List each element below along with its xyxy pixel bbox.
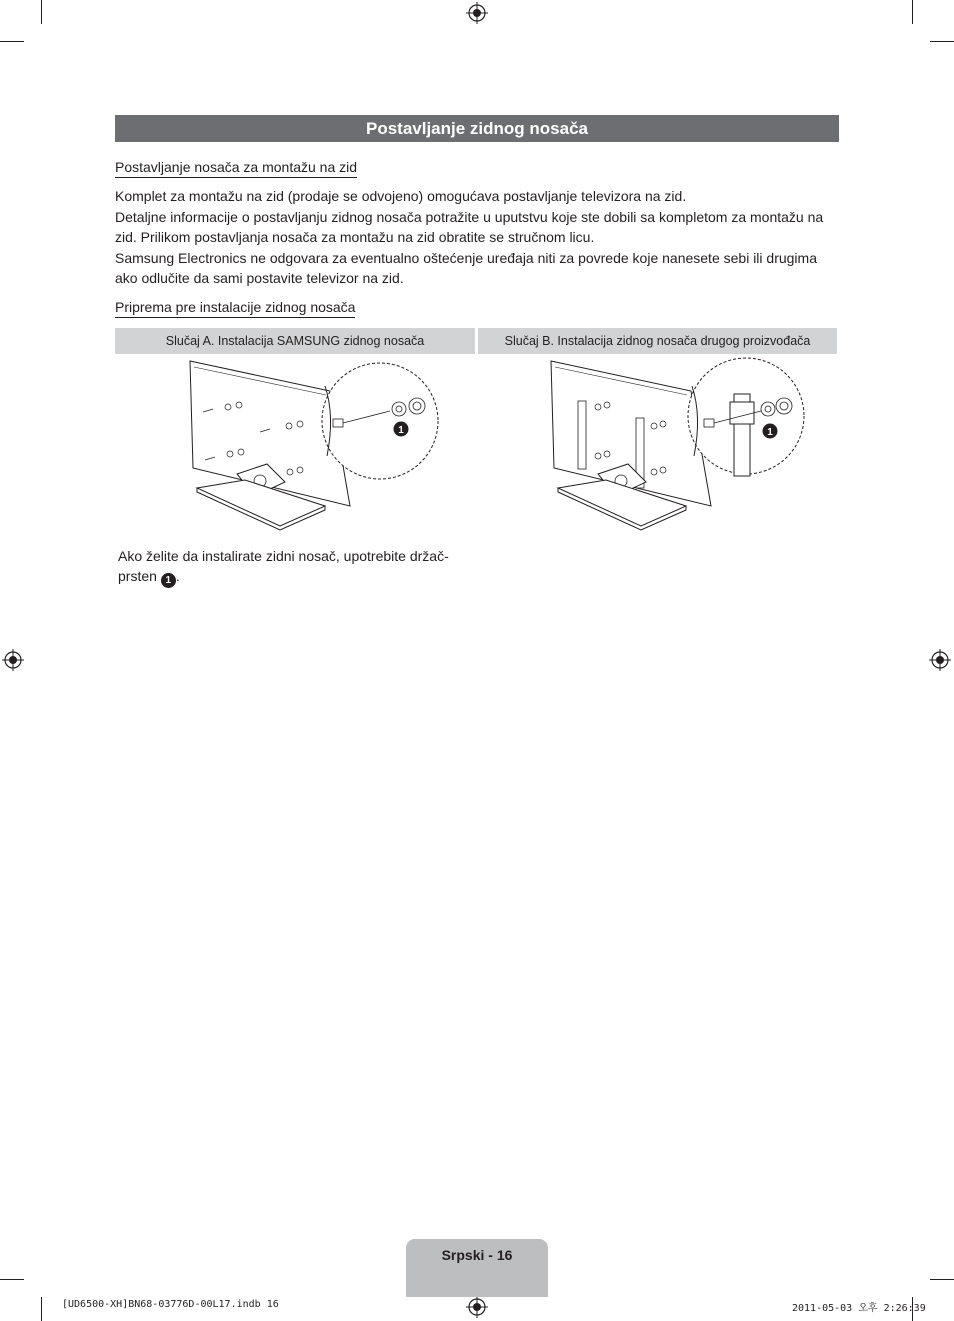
note-text: Ako želite da instalirate zidni nosač, upotrebite držač-prsten xyxy=(118,548,449,584)
case-a-header: Slučaj A. Instalacija SAMSUNG zidnog nosača xyxy=(115,328,475,354)
case-b-callout-number: 1 xyxy=(767,427,773,438)
registration-mark-icon xyxy=(466,2,488,24)
mounting-paragraph: Samsung Electronics ne odgovara za eventualno oštećenje uređaja niti za povrede koje nanesete sebi ili drugima ako odlučite da sami postavite televizor na zid. xyxy=(115,250,817,286)
crop-mark xyxy=(41,1297,42,1321)
section-title: Postavljanje zidnog nosača xyxy=(115,115,839,142)
crop-mark xyxy=(0,41,24,42)
crop-mark xyxy=(930,1279,954,1280)
case-b-tv-illustration xyxy=(546,356,806,536)
mounting-paragraph: Detaljne informacije o postavljanju zidnog nosača potražite u uputstvu koje ste dobili sa kompletom za montažu na zid. Prilikom postavljanja nosača za montažu na zid obratite se stručnom licu. xyxy=(115,209,824,245)
case-a-callout-number: 1 xyxy=(398,425,404,436)
installation-note xyxy=(118,546,478,588)
case-a-tv-illustration xyxy=(185,356,445,536)
case-b-header: Slučaj B. Instalacija zidnog nosača drugog proizvođača xyxy=(478,328,837,354)
crop-mark xyxy=(0,1279,24,1280)
crop-mark xyxy=(41,0,42,24)
note-end: . xyxy=(175,568,180,584)
mounting-heading: Postavljanje nosača za montažu na zid xyxy=(115,159,357,178)
print-slug-timestamp: 2011-05-03 오후 2:26:39 xyxy=(792,1303,926,1314)
crop-mark xyxy=(912,0,913,24)
page-number: Srpski - 16 xyxy=(441,1247,513,1263)
registration-mark-icon xyxy=(929,649,951,671)
mounting-paragraph: Komplet za montažu na zid (prodaje se odvojeno) omogućava postavljanje televizora na zid. xyxy=(115,188,687,204)
registration-mark-icon xyxy=(2,649,24,671)
crop-mark xyxy=(930,41,954,42)
note-callout-number: 1 xyxy=(161,573,176,588)
registration-mark-icon xyxy=(466,1296,488,1318)
preparation-heading: Priprema pre instalacije zidnog nosača xyxy=(115,299,355,318)
print-slug-filename: [UD6500-XH]BN68-03776D-00L17.indb 16 xyxy=(62,1299,279,1310)
